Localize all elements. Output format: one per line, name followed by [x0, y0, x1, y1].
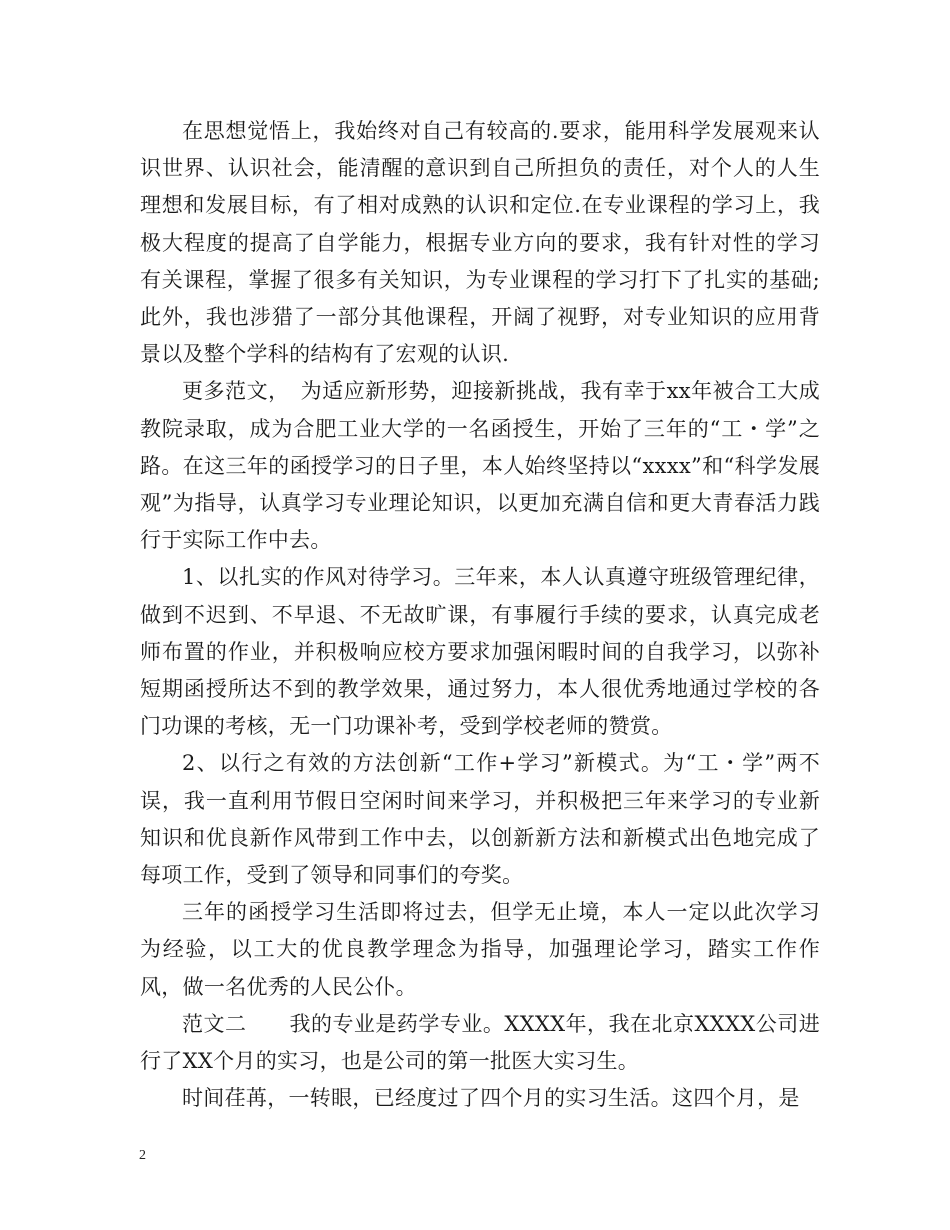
paragraph: 范文二 我的专业是药学专业。XXXX年，我在北京XXXX公司进行了XX个月的实习，也是公司的第一批医大实习生。: [140, 1011, 820, 1074]
paragraph: 在思想觉悟上，我始终对自己有较高的.要求，能用科学发展观来认识世界、认识社会，能清醒的意识到自己所担负的责任，对个人的人生理想和发展目标，有了相对成熟的认识和定位.在专业课程的学习上，我极大程度的提高了自学能力，根据专业方向的要求，我有针对性的学习有关课程，掌握了很多有关知识，为专业课程的学习打下了扎实的基础;此外，我也涉猎了一部分其他课程，开阔了视野，对专业知识的应用背景以及整个学科的结构有了宏观的认识.: [140, 119, 820, 367]
paragraph: 更多范文， 为适应新形势，迎接新挑战，我有幸于xx年被合工大成教院录取，成为合肥工业大学的一名函授生，开始了三年的“工・学”之路。在这三年的函授学习的日子里，本人始终坚持以“xxxx”和“科学发展观”为指导，认真学习专业理论知识，以更加充满自信和更大青春活力践行于实际工作中去。: [140, 379, 820, 553]
paragraph: 2、以行之有效的方法创新“工作+学习”新模式。为“工・学”两不误，我一直利用节假日空闲时间来学习，并积极把三年来学习的专业新知识和优良新作风带到工作中去，以创新新方法和新模式出色地完成了每项工作，受到了领导和同事们的夸奖。: [140, 751, 820, 888]
paragraph: 1、以扎实的作风对待学习。三年来，本人认真遵守班级管理纪律，做到不迟到、不早退、不无故旷课，有事履行手续的要求，认真完成老师布置的作业，并积极响应校方要求加强闲暇时间的自我学习，以弥补短期函授所达不到的教学效果，通过努力，本人很优秀地通过学校的各门功课的考核，无一门功课补考，受到学校老师的赞赏。: [140, 565, 820, 739]
page-number: 2: [139, 1148, 146, 1163]
paragraph: 三年的函授学习生活即将过去，但学无止境，本人一定以此次学习为经验，以工大的优良教学理念为指导，加强理论学习，踏实工作作风，做一名优秀的人民公仆。: [140, 900, 820, 999]
paragraph: 时间荏苒，一转眼，已经度过了四个月的实习生活。这四个月，是: [182, 1086, 800, 1111]
document-body: [140, 113, 820, 1117]
